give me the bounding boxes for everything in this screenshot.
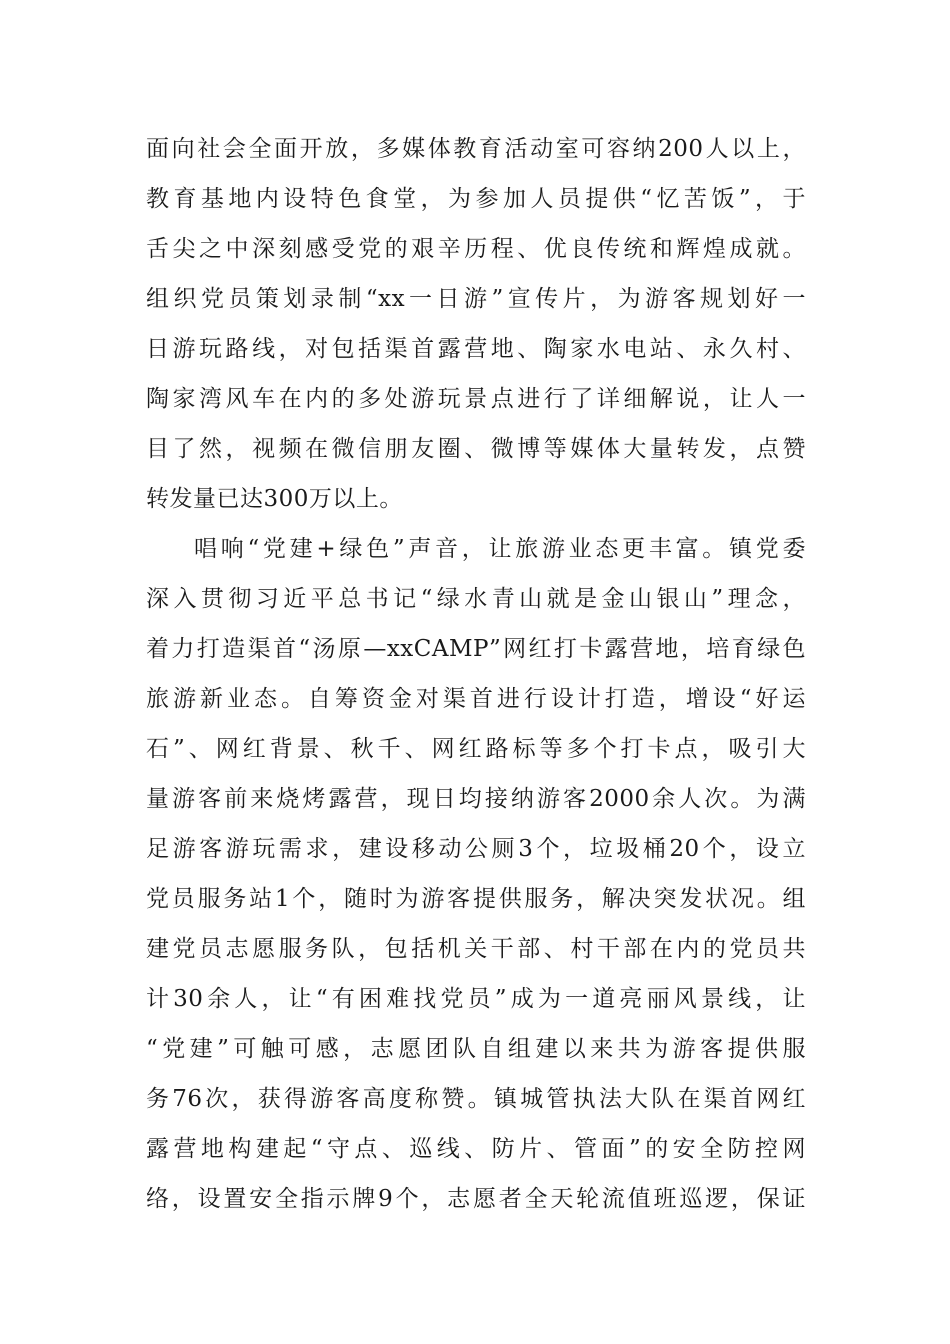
text-line-6: 陶家湾风车在内的多处游玩景点进行了详细解说，让人一 [146, 386, 806, 412]
text-line-5: 日游玩路线，对包括渠首露营地、陶家水电站、永久村、 [146, 336, 806, 362]
paragraph-heading-line: 唱响“党建+绿色”声音，让旅游业态更丰富。镇党委 [194, 536, 806, 562]
text-line-11: 着力打造渠首“汤原—xxCAMP”网红打卡露营地，培育绿色 [146, 636, 806, 662]
text-line-14: 量游客前来烧烤露营，现日均接纳游客2000余人次。为满 [146, 786, 806, 812]
text-line-22: 络，设置安全指示牌9个，志愿者全天轮流值班巡逻，保证 [146, 1186, 806, 1212]
text-line-18: 计30余人，让“有困难找党员”成为一道亮丽风景线，让 [146, 986, 806, 1012]
text-line-16: 党员服务站1个，随时为游客提供服务，解决突发状况。组 [146, 886, 806, 912]
text-line-8: 转发量已达300万以上。 [146, 486, 403, 512]
text-line-21: 露营地构建起“守点、巡线、防片、管面”的安全防控网 [146, 1136, 806, 1162]
text-line-10: 深入贯彻习近平总书记“绿水青山就是金山银山”理念， [146, 586, 806, 612]
text-line-15: 足游客游玩需求，建设移动公厕3个，垃圾桶20个，设立 [146, 836, 806, 862]
text-line-7: 目了然，视频在微信朋友圈、微博等媒体大量转发，点赞 [146, 436, 806, 462]
text-line-20: 务76次，获得游客高度称赞。镇城管执法大队在渠首网红 [146, 1086, 806, 1112]
text-line-13: 石”、网红背景、秋千、网红路标等多个打卡点，吸引大 [146, 736, 806, 762]
text-line-2: 教育基地内设特色食堂，为参加人员提供“忆苦饭”，于 [146, 186, 806, 212]
text-line-3: 舌尖之中深刻感受党的艰辛历程、优良传统和辉煌成就。 [146, 236, 806, 262]
text-line-1: 面向社会全面开放，多媒体教育活动室可容纳200人以上， [146, 136, 806, 162]
text-line-19: “党建”可触可感，志愿团队自组建以来共为游客提供服 [146, 1036, 806, 1062]
text-line-12: 旅游新业态。自筹资金对渠首进行设计打造，增设“好运 [146, 686, 806, 712]
text-line-17: 建党员志愿服务队，包括机关干部、村干部在内的党员共 [146, 936, 806, 962]
text-line-4: 组织党员策划录制“xx一日游”宣传片，为游客规划好一 [146, 286, 806, 312]
